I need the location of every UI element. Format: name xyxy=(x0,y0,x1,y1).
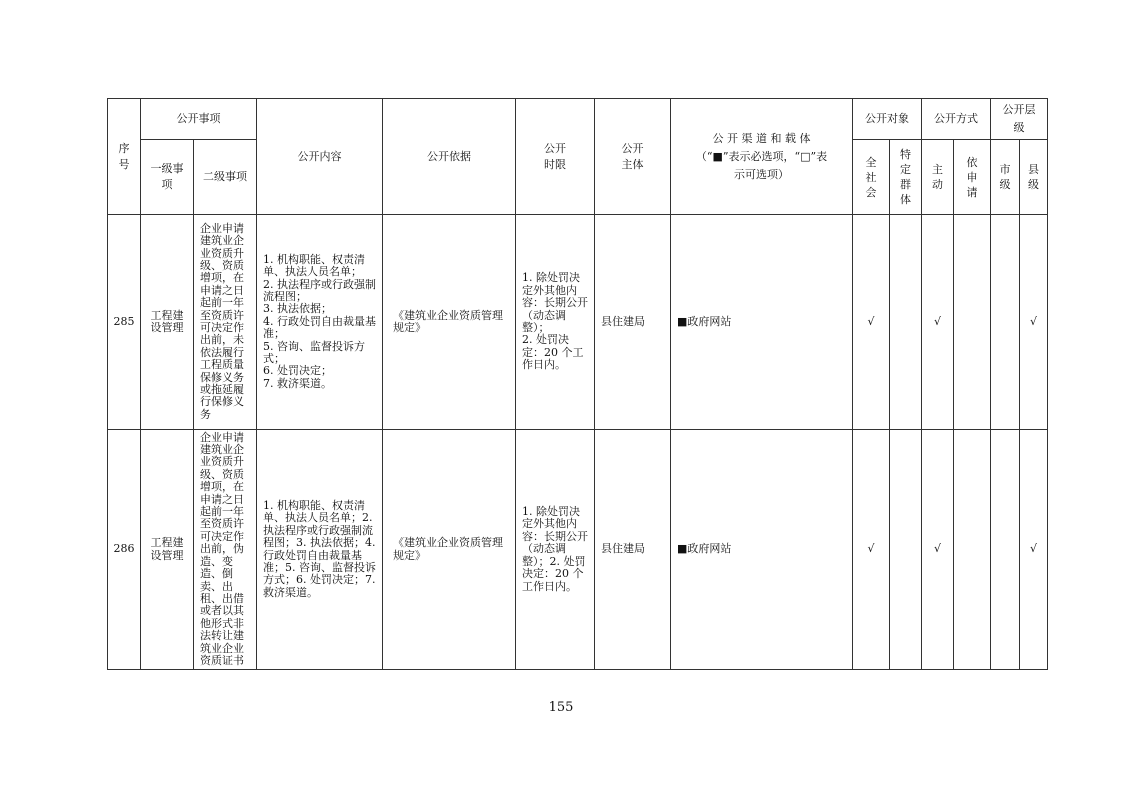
header-item: 公开事项 xyxy=(141,99,257,140)
header-item-l1: 一级事 项 xyxy=(141,140,194,215)
row-level-city xyxy=(991,430,1020,670)
row-target-specific xyxy=(890,430,922,670)
row-method-active: √ xyxy=(922,430,954,670)
row-subject: 县住建局 xyxy=(595,430,671,670)
row-seq: 285 xyxy=(108,215,141,430)
row-basis: 《建筑业企业资质管理规定》 xyxy=(383,215,516,430)
table-row xyxy=(108,215,1048,430)
row-level-city xyxy=(991,215,1020,430)
row-content: 1. 机构职能、权责清单、执法人员名单； 2. 执法程序或行政强制流程图； 3. 执法依据； 4. 行政处罚自由裁量基准； 5. 咨询、监督投诉方式； 6. 处罚决定； 7. 救济渠道。 xyxy=(257,215,383,430)
header-content: 公开内容 xyxy=(257,99,383,215)
row-level-county: √ xyxy=(1020,215,1048,430)
header-level-county: 县 级 xyxy=(1020,140,1048,215)
row-content: 1. 机构职能、权责清单、执法人员名单；2. 执法程序或行政强制流程图；3. 执法依据；4. 行政处罚自由裁量基准；5. 咨询、监督投诉方式；6. 处罚决定；7. 救济渠道。 xyxy=(257,430,383,670)
row-time: 1. 除处罚决定外其他内容：长期公开（动态调整）； 2. 处罚决定：20 个工作日内。 xyxy=(516,215,595,430)
header-method: 公开方式 xyxy=(922,99,991,140)
row-level-county: √ xyxy=(1020,430,1048,670)
header-target-specific: 特 定 群 体 xyxy=(890,140,922,215)
table-row xyxy=(108,430,1048,670)
row-channel: ■政府网站 xyxy=(671,430,853,670)
row-item-l2: 企业申请建筑业企业资质升级、资质增项，在申请之日起前一年至资质许可决定作出前，未依法履行工程质量保修义务或拖延履行保修义务 xyxy=(194,215,257,430)
header-row-1 xyxy=(108,99,1048,140)
header-method-active: 主 动 xyxy=(922,140,954,215)
header-target-all: 全 社 会 xyxy=(853,140,890,215)
row-target-all: √ xyxy=(853,430,890,670)
header-level: 公开层 级 xyxy=(991,99,1048,140)
row-seq: 286 xyxy=(108,430,141,670)
row-method-apply xyxy=(954,215,991,430)
row-basis: 《建筑业企业资质管理规定》 xyxy=(383,430,516,670)
row-target-all: √ xyxy=(853,215,890,430)
header-channel: 公 开 渠 道 和 载 体 （“■”表示必选项，“□”表 示可选项） xyxy=(671,99,853,215)
row-item-l1: 工程建 设管理 xyxy=(141,430,194,670)
row-method-active: √ xyxy=(922,215,954,430)
page-number: 155 xyxy=(548,700,574,715)
header-level-city: 市 级 xyxy=(991,140,1020,215)
header-seq: 序 号 xyxy=(108,99,141,215)
row-item-l2: 企业申请建筑业企业资质升级、资质增项，在申请之日起前一年至资质许可决定作出前，伪造、变造、倒卖、出租、出借或者以其他形式非法转让建筑业企业资质证书 xyxy=(194,430,257,670)
header-basis: 公开依据 xyxy=(383,99,516,215)
row-channel: ■政府网站 xyxy=(671,215,853,430)
row-method-apply xyxy=(954,430,991,670)
header-time: 公开 时限 xyxy=(516,99,595,215)
disclosure-table xyxy=(107,98,1048,670)
header-method-apply: 依 申 请 xyxy=(954,140,991,215)
header-target: 公开对象 xyxy=(853,99,922,140)
row-target-specific xyxy=(890,215,922,430)
header-subject: 公开 主体 xyxy=(595,99,671,215)
header-item-l2: 二级事项 xyxy=(194,140,257,215)
row-subject: 县住建局 xyxy=(595,215,671,430)
row-item-l1: 工程建 设管理 xyxy=(141,215,194,430)
row-time: 1. 除处罚决定外其他内容：长期公开（动态调整）；2. 处罚决定：20 个工作日内。 xyxy=(516,430,595,670)
